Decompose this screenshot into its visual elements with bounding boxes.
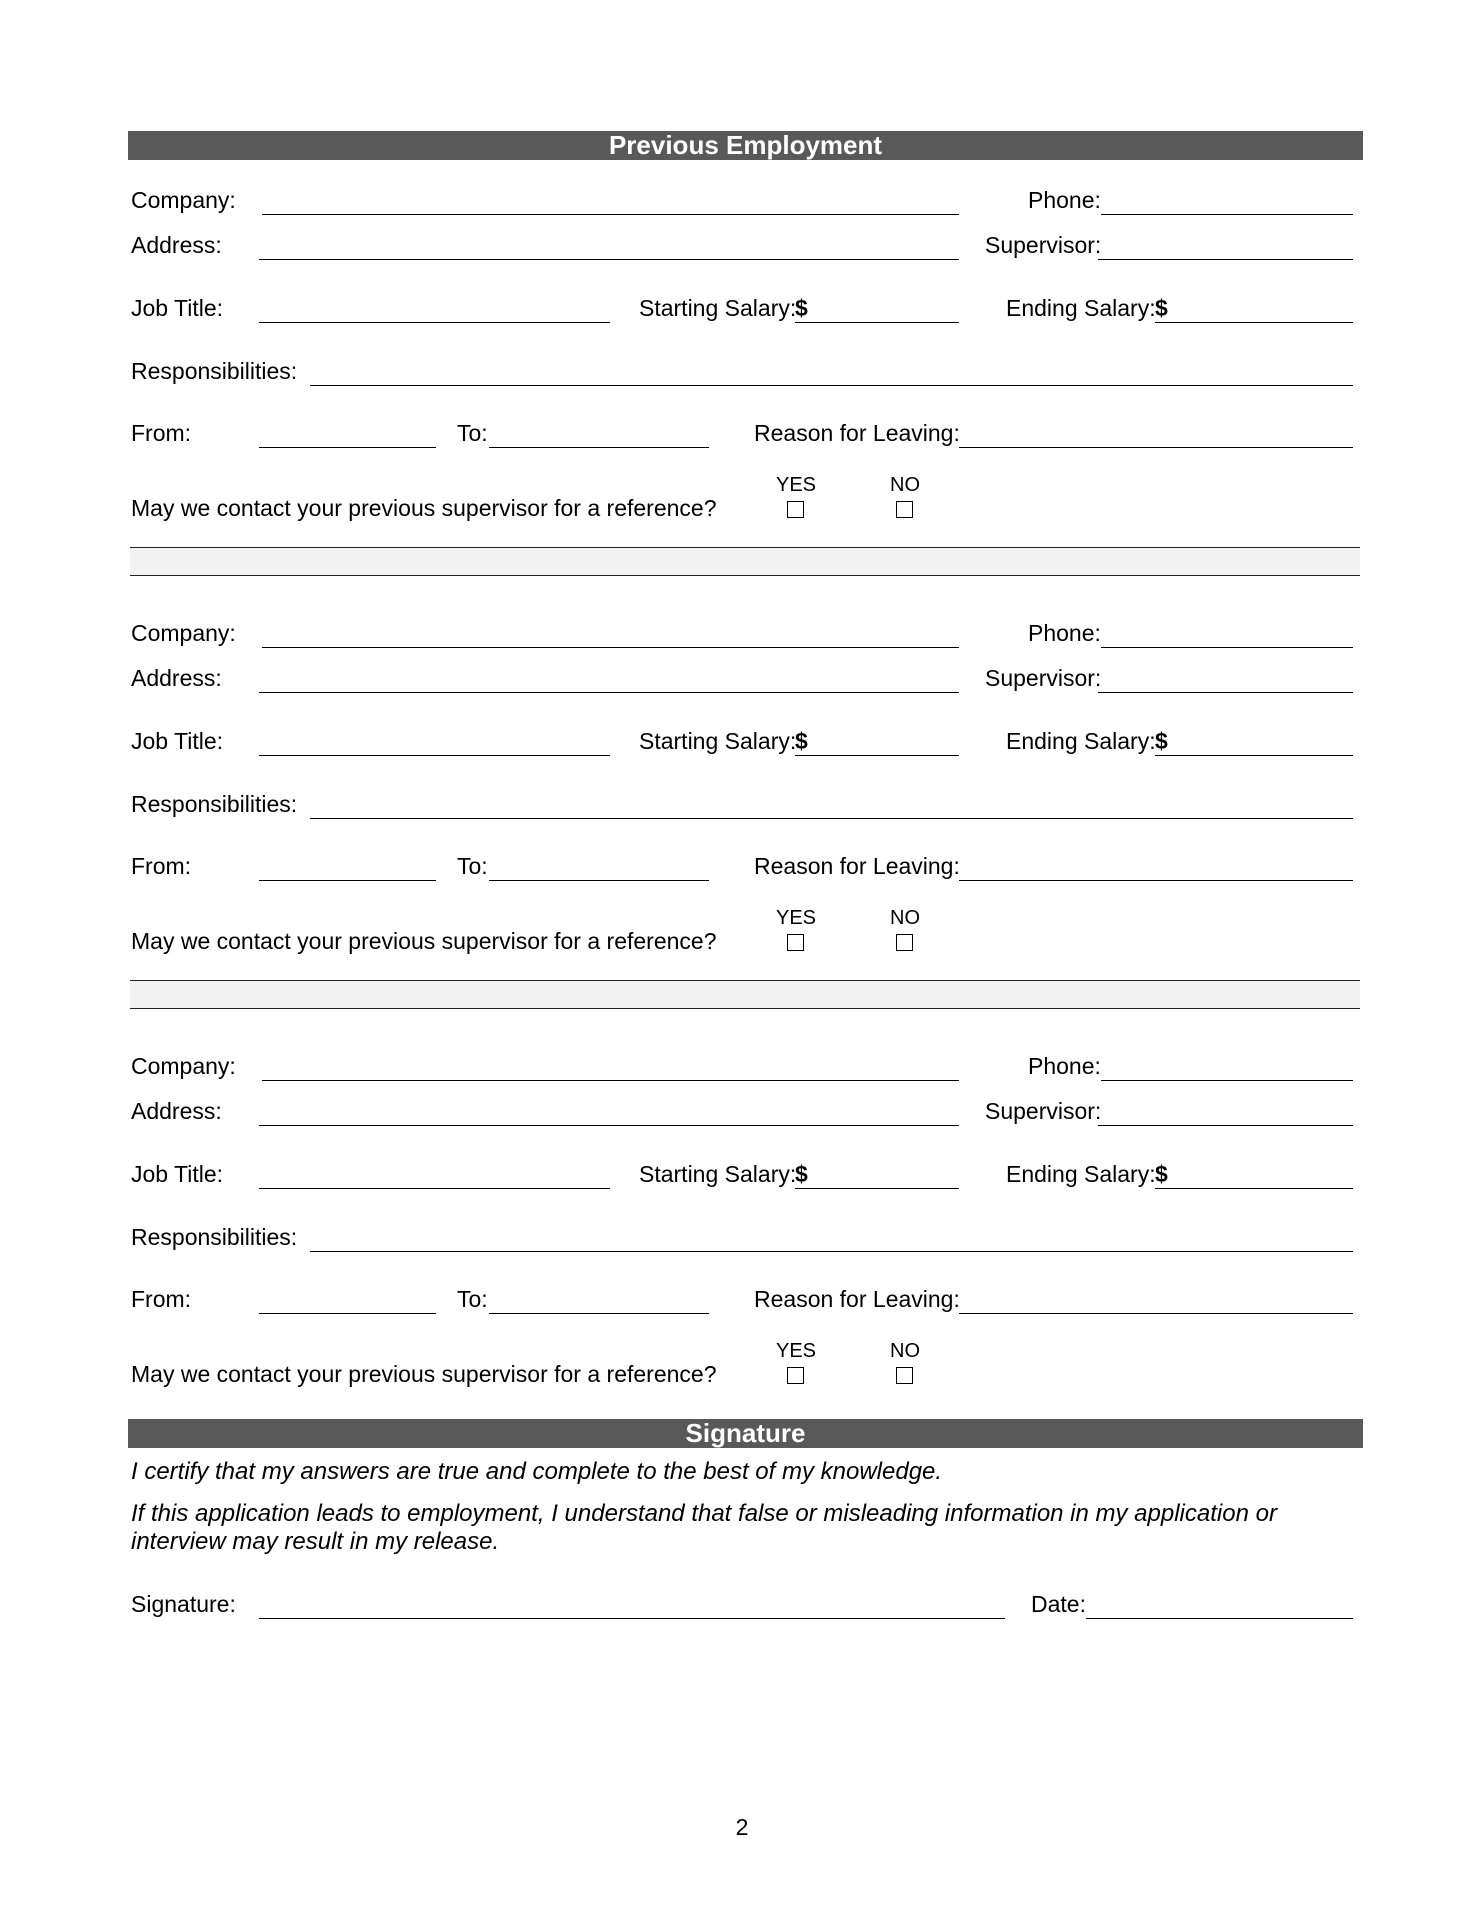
to-label: To: [457,853,488,879]
reason-for-leaving-field[interactable] [959,419,1353,448]
starting-salary-dollar: $ [795,728,808,754]
no-label: NO [890,1340,920,1362]
job-title-field[interactable] [259,294,610,323]
no-label: NO [890,907,920,929]
responsibilities-field[interactable] [310,790,1353,819]
contact-supervisor-question: May we contact your previous supervisor for a reference? [131,928,717,954]
starting-salary-field[interactable] [795,294,959,323]
from-label: From: [131,1286,192,1312]
yes-label: YES [775,474,817,496]
reason-for-leaving-label: Reason for Leaving: [754,1286,960,1312]
supervisor-label: Supervisor: [985,665,1102,691]
may-contact-yes-checkbox[interactable] [787,934,804,951]
no-label: NO [890,474,920,496]
contact-supervisor-question: May we contact your previous supervisor for a reference? [131,495,717,521]
company-label: Company: [131,620,236,646]
entry-separator [130,547,1360,576]
address-label: Address: [131,1098,222,1124]
reason-for-leaving-field[interactable] [959,1285,1353,1314]
job-title-label: Job Title: [131,295,224,321]
signature-field[interactable] [259,1590,1005,1619]
responsibilities-field[interactable] [310,1223,1353,1252]
supervisor-label: Supervisor: [985,1098,1102,1124]
address-field[interactable] [259,664,959,693]
may-contact-yes-checkbox[interactable] [787,501,804,518]
release-statement: If this application leads to employment, I understand that false or misleading information in my application or interview may result in my release. [131,1500,1277,1555]
to-field[interactable] [489,1285,709,1314]
starting-salary-label: Starting Salary: [639,295,797,321]
date-field[interactable] [1086,1590,1353,1619]
date-label: Date: [1031,1591,1086,1617]
to-field[interactable] [489,852,709,881]
signature-header: Signature [128,1419,1363,1448]
supervisor-label: Supervisor: [985,232,1102,258]
phone-label: Phone: [1028,1053,1101,1079]
starting-salary-label: Starting Salary: [639,1161,797,1187]
phone-field[interactable] [1101,186,1353,215]
reason-for-leaving-label: Reason for Leaving: [754,420,960,446]
yes-label: YES [775,907,817,929]
job-title-field[interactable] [259,727,610,756]
address-label: Address: [131,665,222,691]
yes-label: YES [775,1340,817,1362]
phone-label: Phone: [1028,187,1101,213]
ending-salary-dollar: $ [1155,1161,1168,1187]
phone-field[interactable] [1101,1052,1353,1081]
ending-salary-field[interactable] [1155,294,1353,323]
phone-label: Phone: [1028,620,1101,646]
may-contact-yes-checkbox[interactable] [787,1367,804,1384]
ending-salary-field[interactable] [1155,1160,1353,1189]
ending-salary-label: Ending Salary: [1006,728,1156,754]
supervisor-field[interactable] [1098,664,1353,693]
previous-employment-header: Previous Employment [128,131,1363,160]
responsibilities-label: Responsibilities: [131,791,298,817]
contact-supervisor-question: May we contact your previous supervisor for a reference? [131,1361,717,1387]
company-field[interactable] [262,619,959,648]
ending-salary-dollar: $ [1155,728,1168,754]
may-contact-no-checkbox[interactable] [896,934,913,951]
certify-statement: I certify that my answers are true and complete to the best of my knowledge. [131,1458,943,1485]
to-label: To: [457,420,488,446]
ending-salary-label: Ending Salary: [1006,295,1156,321]
starting-salary-dollar: $ [795,295,808,321]
may-contact-no-checkbox[interactable] [896,501,913,518]
signature-label: Signature: [131,1591,236,1617]
responsibilities-label: Responsibilities: [131,358,298,384]
starting-salary-dollar: $ [795,1161,808,1187]
to-label: To: [457,1286,488,1312]
address-label: Address: [131,232,222,258]
job-title-field[interactable] [259,1160,610,1189]
responsibilities-field[interactable] [310,357,1353,386]
job-title-label: Job Title: [131,1161,224,1187]
ending-salary-field[interactable] [1155,727,1353,756]
may-contact-no-checkbox[interactable] [896,1367,913,1384]
from-field[interactable] [259,852,436,881]
from-label: From: [131,420,192,446]
company-label: Company: [131,187,236,213]
from-label: From: [131,853,192,879]
company-field[interactable] [262,186,959,215]
page-number: 2 [735,1814,749,1840]
starting-salary-field[interactable] [795,1160,959,1189]
reason-for-leaving-field[interactable] [959,852,1353,881]
address-field[interactable] [259,231,959,260]
starting-salary-field[interactable] [795,727,959,756]
entry-separator [130,980,1360,1009]
from-field[interactable] [259,1285,436,1314]
from-field[interactable] [259,419,436,448]
ending-salary-label: Ending Salary: [1006,1161,1156,1187]
responsibilities-label: Responsibilities: [131,1224,298,1250]
job-title-label: Job Title: [131,728,224,754]
supervisor-field[interactable] [1098,231,1353,260]
phone-field[interactable] [1101,619,1353,648]
starting-salary-label: Starting Salary: [639,728,797,754]
supervisor-field[interactable] [1098,1097,1353,1126]
reason-for-leaving-label: Reason for Leaving: [754,853,960,879]
to-field[interactable] [489,419,709,448]
address-field[interactable] [259,1097,959,1126]
company-label: Company: [131,1053,236,1079]
ending-salary-dollar: $ [1155,295,1168,321]
company-field[interactable] [262,1052,959,1081]
